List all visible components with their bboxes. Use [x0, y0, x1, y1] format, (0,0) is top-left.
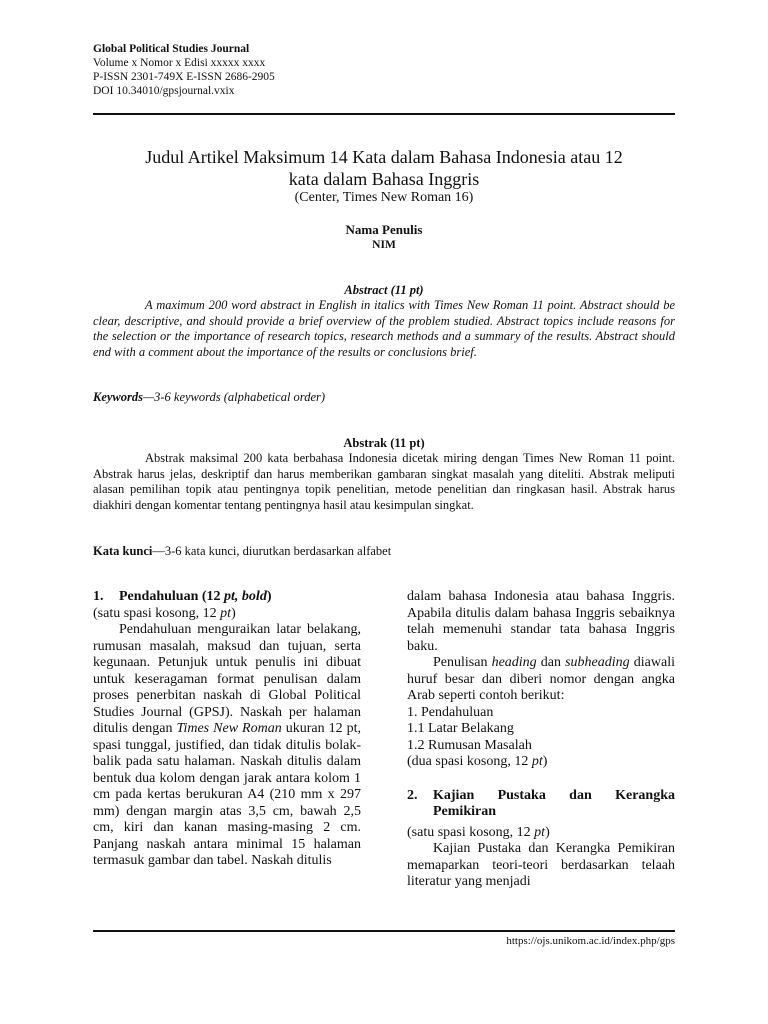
title-format-note: (Center, Times New Roman 16)	[294, 190, 474, 205]
keywords-en	[93, 390, 675, 405]
keywords-id-text: —3-6 kata kunci, diurutkan berdasarkan alfabet	[152, 544, 392, 558]
keywords-en-label: Keywords	[93, 390, 143, 404]
section-1-spacing-note	[93, 606, 361, 623]
issn-line: P-ISSN 2301-749X E-ISSN 2686-2905	[93, 71, 275, 83]
section-1-title-italic: pt, bold	[224, 589, 267, 604]
spacing-note-end-2: )	[545, 824, 550, 840]
heading-paragraph-a: Penulisan	[433, 655, 492, 670]
heading-paragraph-c: dan	[536, 655, 566, 670]
section-1-paragraph	[93, 622, 361, 870]
spacing-note-unit-2: pt	[534, 824, 546, 840]
footer-url: https://ojs.unikom.ac.id/index.php/gps	[506, 935, 675, 947]
spacing-note-end: )	[231, 605, 236, 621]
title-line-1: Judul Artikel Maksimum 14 Kata dalam Bahasa Indonesia atau 12	[145, 147, 623, 167]
double-spacing-unit: pt	[531, 754, 543, 769]
paragraph-text-b: ukuran 12 pt, spasi tunggal, justified, dan tidak ditulis bolak-balik pada satu halaman. Naskah ditulis dalam bentuk dua kolom dengan jarak antara kolom 1 cm pada kertas berukuran A4 (210 mm x 297 mm) dengan margin atas 3,5 cm, bawah 2,5 cm, kiri dan kanan masing-masing 2 cm. Panjang naskah antara minimal 15 halaman termasuk gambar dan tabel. Naskah ditulis	[93, 721, 361, 868]
section-1-title-end: )	[266, 589, 272, 604]
article-title-block	[93, 146, 675, 206]
list-item: 1. Pendahuluan	[407, 704, 494, 720]
section-2-title: Kajian Pustaka dan Kerangka Pemikiran	[433, 787, 675, 819]
article-title	[93, 146, 675, 190]
volume-line: Volume x Nomor x Edisi xxxxx xxxx	[93, 57, 266, 69]
abstract-en-text: A maximum 200 word abstract in English in italics with Times New Roman 11 point. Abstract should be clear, descriptive, and should provide a brief overview of the problem studied. Abstract topics include reasons for the selection or the importance of research topics, research methods and a summary of the results. Abstract should end with a comment about the importance of the results or conclusions brief.	[93, 298, 675, 359]
spacing-note-text-2: (satu spasi kosong, 12	[407, 824, 535, 840]
keywords-en-text: —3-6 keywords (alphabetical order)	[143, 390, 326, 404]
journal-name: Global Political Studies Journal	[93, 43, 250, 55]
continued-paragraph: dalam bahasa Indonesia atau bahasa Inggris. Apabila ditulis dalam bahasa Inggris sebaiknya telah memenuhi standar tata bahasa Inggris baku.	[407, 589, 675, 654]
header-divider	[93, 113, 675, 115]
heading-term: heading	[491, 655, 537, 670]
spacing-note-text: (satu spasi kosong, 12	[93, 605, 221, 621]
subheading-term: subheading	[565, 655, 630, 670]
section-2-number: 2.	[407, 787, 418, 803]
section-1-title: Pendahuluan (12	[119, 589, 225, 604]
abstract-en-body	[93, 298, 675, 360]
abstract-en-heading: Abstract (11 pt)	[344, 283, 424, 297]
heading-paragraph-e: diawali huruf besar dan diberi nomor dengan angka Arab seperti contoh berikut:	[407, 655, 675, 703]
abstract-id-text: Abstrak maksimal 200 kata berbahasa Indonesia dicetak miring dengan Times New Roman 11 point. Abstrak harus jelas, deskriptif dan harus memberikan gambaran singkat masalah yang diteliti. Abstrak meliputi alasan pemilihan topik atau pentingnya topik penelitian, metode penelitian dan ringkasan hasil. Abstrak harus diakhiri dengan komentar tentang pentingnya hasil atau kesimpulan singkat.	[93, 451, 675, 512]
spacing-note-unit: pt	[220, 605, 232, 621]
section-2-spacing-note	[407, 825, 675, 842]
heading-paragraph	[407, 655, 675, 705]
left-column	[93, 589, 361, 870]
section-1-heading	[93, 589, 361, 606]
list-item: 1.1 Latar Belakang	[407, 721, 514, 736]
right-column	[407, 589, 675, 891]
abstract-id-heading: Abstrak (11 pt)	[343, 436, 425, 450]
double-spacing-text: (dua spasi kosong, 12	[407, 754, 532, 769]
paragraph-font-name: Times New Roman	[176, 721, 282, 736]
keywords-id	[93, 544, 675, 559]
doi-line: DOI 10.34010/gpsjournal.vxix	[93, 85, 235, 97]
author-name: Nama Penulis	[345, 222, 423, 237]
keywords-id-label: Kata kunci	[93, 544, 153, 558]
author-nim: NIM	[372, 239, 396, 251]
double-spacing-end: )	[542, 754, 548, 769]
section-2-paragraph: Kajian Pustaka dan Kerangka Pemikiran memaparkan teori-teori berdasarkan telaah literatur yang menjadi	[407, 841, 675, 889]
double-spacing-note	[407, 754, 675, 771]
footer-divider	[93, 930, 675, 932]
title-line-2: kata dalam Bahasa Inggris	[288, 169, 480, 189]
paragraph-text-a: Pendahuluan menguraikan latar belakang, rumusan masalah, maksud dan tujuan, serta kegunaan. Petunjuk untuk penulis ini dibuat untuk keseragaman format penulisan dalam proses penerbitan naskah di Global Political Studies Journal (GPSJ). Naskah per halaman ditulis dengan	[93, 622, 361, 736]
journal-header	[93, 42, 275, 98]
list-item: 1.2 Rumusan Masalah	[407, 737, 532, 753]
section-2-heading	[407, 788, 675, 821]
abstract-id-body	[93, 451, 675, 513]
section-1-number: 1.	[93, 589, 104, 604]
